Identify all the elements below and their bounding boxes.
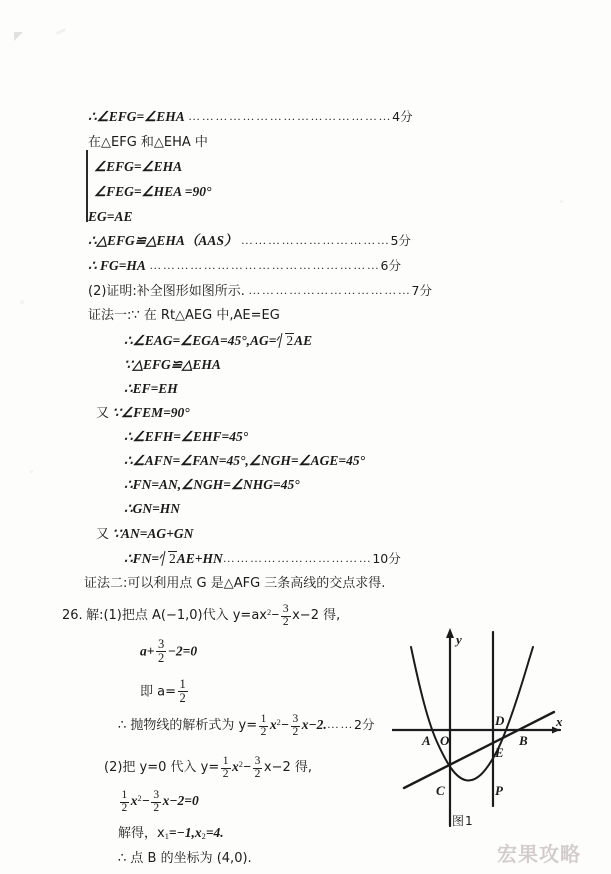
radical-sign [276,333,294,348]
system-line-3 [88,210,132,224]
equation-tail: −2=0 [167,643,198,659]
problem-26-parabola-expression [118,714,374,739]
proof-line-method-one [88,309,280,322]
numerator: 1 [179,677,186,691]
scan-artifact [14,32,23,41]
minus-sign: − [280,716,289,732]
point-label-P: P [495,783,503,798]
proof-statement-tail: AE+HN [176,551,223,566]
numerator: 3 [254,755,261,767]
minus-sign: − [271,606,280,622]
fraction-three-halves [291,714,301,739]
site-watermark: 宏果攻略 [497,842,581,866]
variable-x: x [232,758,239,774]
minus-sign: − [141,792,150,808]
proof-line-congruent-2 [124,358,221,372]
proof-line-afn-fan [124,454,365,468]
figure-caption: 图1 [452,814,474,828]
fraction-one-half [120,790,130,815]
exponent: 2 [137,794,142,804]
point-b-statement: ∴ 点 B 的坐标为 (4,0). [118,851,252,866]
parabola-tail: x−2. [301,716,327,732]
denominator: 2 [260,725,267,738]
leader-dots: …………………………… [240,233,391,247]
problem-26-equation-3 [118,790,199,815]
point-label-D: D [495,713,505,728]
system-line-2 [94,185,211,199]
fraction-three-halves [253,756,263,781]
proof-statement: ∴∠EFH=∠EHF=45° [124,429,249,444]
leader-dots: ……………………………… [248,283,412,297]
proof-line-ef-eh [124,382,178,396]
proof-statement: ∴∠EAG=∠EGA=45°,AG= [124,333,277,348]
parabola-lead: ∴ 抛物线的解析式为 y= [118,717,258,733]
numerator: 3 [282,603,289,615]
proof-statement: ∴FN=AN,∠NGH=∠NHG=45° [124,477,300,492]
equation-head: a+ [140,643,155,659]
numerator: 3 [157,637,165,651]
problem-26-equation-2 [140,678,189,705]
root-index: 1 [164,832,169,842]
score-mark: 4分 [392,109,413,124]
root-one-value: =−1,x [168,825,202,840]
score-mark: 2分 [354,716,375,732]
minus-sign: − [242,758,252,774]
point-label-A: A [422,733,431,748]
conjunction-again: 又 [96,406,110,421]
score-mark: 7分 [411,283,432,298]
leader-dots: …… [326,716,355,731]
proof-statement: ∵∠FEM=90° [112,405,190,420]
x-axis-label: x [556,714,563,729]
substitute-lead: (2)把 y=0 代入 y= [104,759,220,775]
denominator: 2 [157,651,165,665]
proof-statement: EG=AE [88,209,133,224]
numerator: 3 [153,789,160,801]
proof-line-fem [96,406,190,420]
substitute-tail: x−2 得, [292,607,341,623]
problem-26-point-b [118,852,252,865]
proof-line-in-triangles [88,136,208,149]
proof-line-congruent [88,234,411,248]
roots-label: 解得，x [118,826,165,841]
problem-26-part2-lead [104,756,312,781]
proof-statement: ∵△EFG≌△EHA [124,357,221,372]
proof-statement: 证法二:可以利用点 G 是△AFG 三条高线的交点求得. [84,576,386,591]
proof-statement: ∴FN= [124,551,160,566]
fraction-one-half [221,756,231,781]
fraction-one-half [178,678,188,705]
leader-dots: …………………………… [222,551,373,565]
point-label-B: B [519,733,528,748]
point-label-E: E [495,745,504,760]
proof-statement: ∠FEG=∠HEA =90° [94,184,212,199]
root-two-value: =4. [205,825,224,840]
exponent: 2 [276,718,281,728]
fraction-one-half [259,714,269,739]
proof-statement: ∠EFG=∠EHA [94,159,183,174]
score-mark: 10分 [372,551,401,566]
point-label-C: C [436,783,445,798]
proof-line-gn-hn [124,502,180,516]
proof-line-method-two [84,577,385,590]
proof-statement-tail: AE [294,333,313,348]
y-axis-label: y [456,632,462,647]
root-index: 2 [201,832,206,842]
proof-line-final-fn [124,551,401,566]
numerator: 3 [292,713,299,725]
exponent: 2 [266,608,272,618]
leader-dots: ……………………………………… [188,109,393,123]
point-label-O: O [440,733,450,748]
proof-line-fn-an [124,478,300,492]
problem-26-equation-1 [140,638,197,665]
scan-artifact [560,200,563,203]
conjunction-again: 又 [96,527,110,542]
proof-statement: (2)证明:补全图形如图所示. [88,284,245,299]
denominator: 2 [121,801,128,814]
problem-26-line-1 [62,604,340,629]
denominator: 2 [254,767,261,780]
scan-artifact [20,300,24,304]
fraction-three-halves [156,638,166,665]
variable-x: x [269,716,277,732]
proof-statement: ∵AN=AG+GN [112,526,194,541]
numerator: 1 [222,755,229,767]
proof-line-angle-eag [124,333,312,348]
coordinate-graph-svg [392,612,570,834]
proof-line-an-ag-gn [96,527,193,541]
exponent: 2 [238,760,243,770]
proof-statement: ∴∠AFN=∠FAN=45°,∠NGH=∠AGE=45° [124,453,365,468]
denominator: 2 [282,615,289,628]
proof-statement: ∴GN=HN [124,501,181,516]
problem-26-roots [118,826,224,841]
equation-head: 即 a= [140,684,176,700]
proof-statement: ∴∠EFG=∠EHA [88,109,185,124]
figure-1-graph [392,612,570,834]
scan-artifact [30,470,33,473]
proof-line-part2-intro [88,284,432,298]
proof-line-conclusion-1 [88,110,413,124]
radical-sign [159,551,177,566]
denominator: 2 [153,801,160,814]
denominator: 2 [292,725,299,738]
denominator: 2 [179,691,186,705]
variable-x: x [130,792,138,808]
scan-artifact [56,28,66,35]
system-line-1 [94,160,182,174]
y-axis-arrow [446,628,454,638]
score-mark: 6分 [380,258,401,273]
radicand: 2 [286,333,294,348]
fraction-three-halves [151,790,161,815]
substitute-lead: (1)把点 A(−1,0)代入 y=ax [103,607,267,623]
fraction-three-halves [281,604,291,629]
score-mark: 5分 [390,233,411,248]
parabola-curve [411,647,533,780]
proof-statement: 在△EFG 和△EHA 中 [88,135,208,150]
proof-line-efh-ehf [124,430,248,444]
proof-statement: ∴△EFG≌△EHA（AAS） [88,233,238,248]
problem-number: 26. [62,607,83,623]
substitute-tail: x−2 得, [263,759,313,775]
radicand: 2 [169,551,176,566]
numerator: 1 [260,713,267,725]
proof-line-fg-ha [88,259,401,273]
equation-tail: x−2=0 [162,792,199,808]
proof-statement: ∴EF=EH [124,381,178,396]
denominator: 2 [222,767,229,780]
proof-statement: 证法一:∵ 在 Rt△AEG 中,AE=EG [88,308,280,323]
solve-label: 解: [86,607,104,623]
proof-statement: ∴ FG=HA [88,258,146,273]
leader-dots: …………………………………………… [149,258,381,272]
numerator: 1 [121,789,128,801]
